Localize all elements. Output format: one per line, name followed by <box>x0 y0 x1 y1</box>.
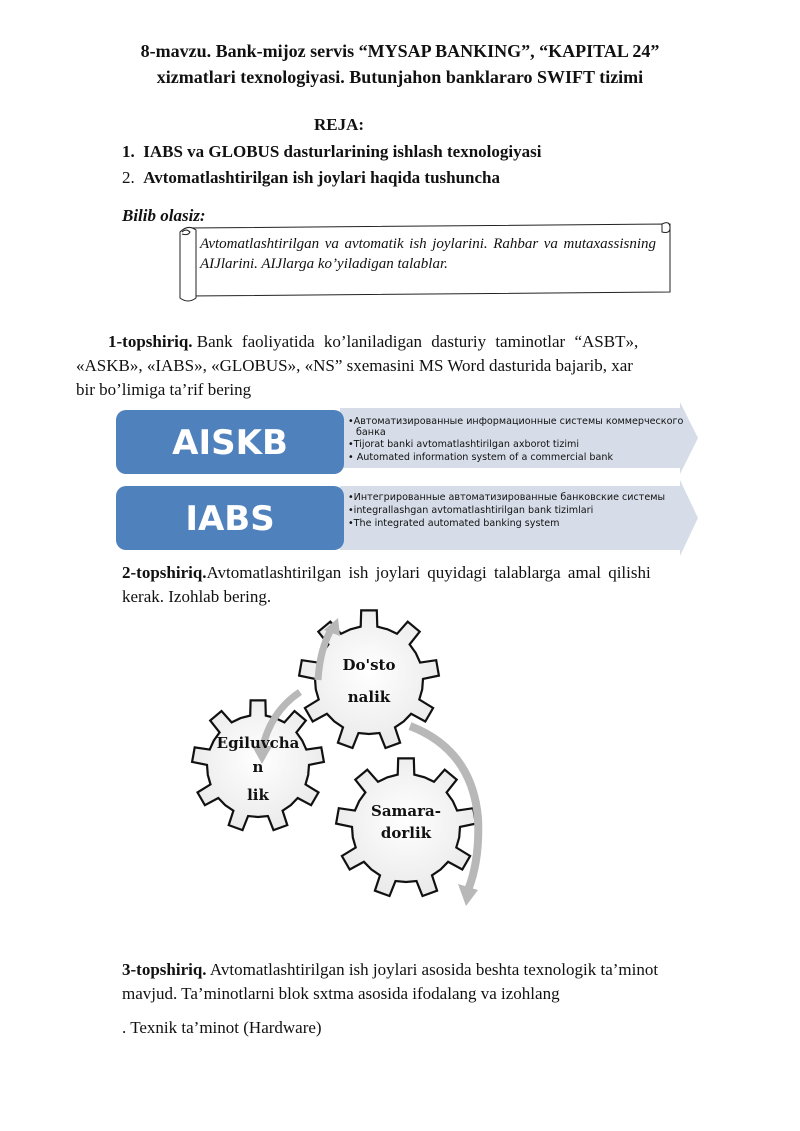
aiskb-label: AISKB <box>172 423 288 463</box>
task-1-line-1: Bank faoliyatida ko’laniladigan dasturiy taminotlar “ASBT», <box>196 332 639 351</box>
plan-heading: REJA: <box>314 115 365 134</box>
task-1-line-2: «ASKB», «IABS», «GLOBUS», «NS” sxemasini MS Word dasturida bajarib, xar <box>76 356 633 375</box>
plan-item-1-text: IABS va GLOBUS dasturlarining ishlash texnologiyasi <box>143 142 542 161</box>
aiskb-bullet-2: •Tijorat banki avtomatlashtirilgan axborot tizimi <box>348 439 580 450</box>
gear-right-label-2: dorlik <box>380 824 432 842</box>
aiskb-bullet-1: •Автоматизированные информационные системы коммерческого <box>348 416 684 427</box>
task-3 <box>122 958 722 1006</box>
learn-heading: Bilib olasiz: <box>122 206 206 225</box>
hardware-item: . Texnik ta’minot (Hardware) <box>122 1018 322 1037</box>
task-2-line-2: kerak. Izohlab bering. <box>122 587 272 606</box>
document-title <box>60 38 740 90</box>
iabs-bullet-1: •Интегрированные автоматизированные банковские системы <box>348 492 666 503</box>
plan-item-1 <box>122 142 541 162</box>
task-1 <box>0 330 800 402</box>
aiskb-arrow <box>340 402 698 474</box>
task-1-line-3: bir bo’limiga ta’rif bering <box>76 380 252 399</box>
task-3-label: 3-topshiriq. <box>122 960 207 979</box>
gear-left-label-1: Egiluvcha <box>216 734 300 752</box>
gear-left-label-2: n <box>252 758 264 776</box>
iabs-bullet-2: •integrallashgan avtomatlashtirilgan bank tizimlari <box>348 505 594 516</box>
iabs-bullet-3: •The integrated automated banking system <box>348 518 560 529</box>
task-3-line-1: Avtomatlashtirilgan ish joylari asosida beshta texnologik ta’minot <box>209 960 659 979</box>
title-line-2: xizmatlari texnologiyasi. Butunjahon banklararo SWIFT tizimi <box>156 67 644 87</box>
gears-diagram <box>180 600 500 910</box>
task-3-line-2: mavjud. Ta’minotlarni blok sxtma asosida ifodalang va izohlang <box>122 984 560 1003</box>
gear-top-label-1: Do'sto <box>342 656 396 674</box>
iabs-label: IABS <box>185 499 275 539</box>
task-1-label: 1-topshiriq. <box>108 332 193 351</box>
title-line-1: 8-mavzu. Bank-mijoz servis “MYSAP BANKING”, “KAPITAL 24” <box>140 41 660 61</box>
plan-item-2 <box>122 168 500 188</box>
aiskb-bullet-3: • Automated information system of a commercial bank <box>348 452 614 463</box>
plan-item-2-text: Avtomatlashtirilgan ish joylari haqida tushuncha <box>143 168 501 187</box>
plan-item-2-number: 2. <box>122 168 135 187</box>
plan-item-1-number: 1. <box>122 142 135 161</box>
gear-top-label-2: nalik <box>347 688 391 706</box>
task-2-label: 2-topshiriq. <box>122 563 207 582</box>
gear-left-label-3: lik <box>247 786 269 804</box>
scroll-banner-text: Avtomatlashtirilgan va avtomatik ish joylarini. Rahbar va mutaxassisning AIJlarini. AIJlarga ko’yiladigan talablar. <box>200 236 656 272</box>
system-diagram <box>112 402 702 560</box>
task-2-line-1: Avtomatlashtirilgan ish joylari quyidagi talablarga amal qilishi <box>206 563 651 582</box>
gear-right-label-1: Samara- <box>371 802 441 820</box>
aiskb-bullet-1-cont: банка <box>356 427 386 438</box>
